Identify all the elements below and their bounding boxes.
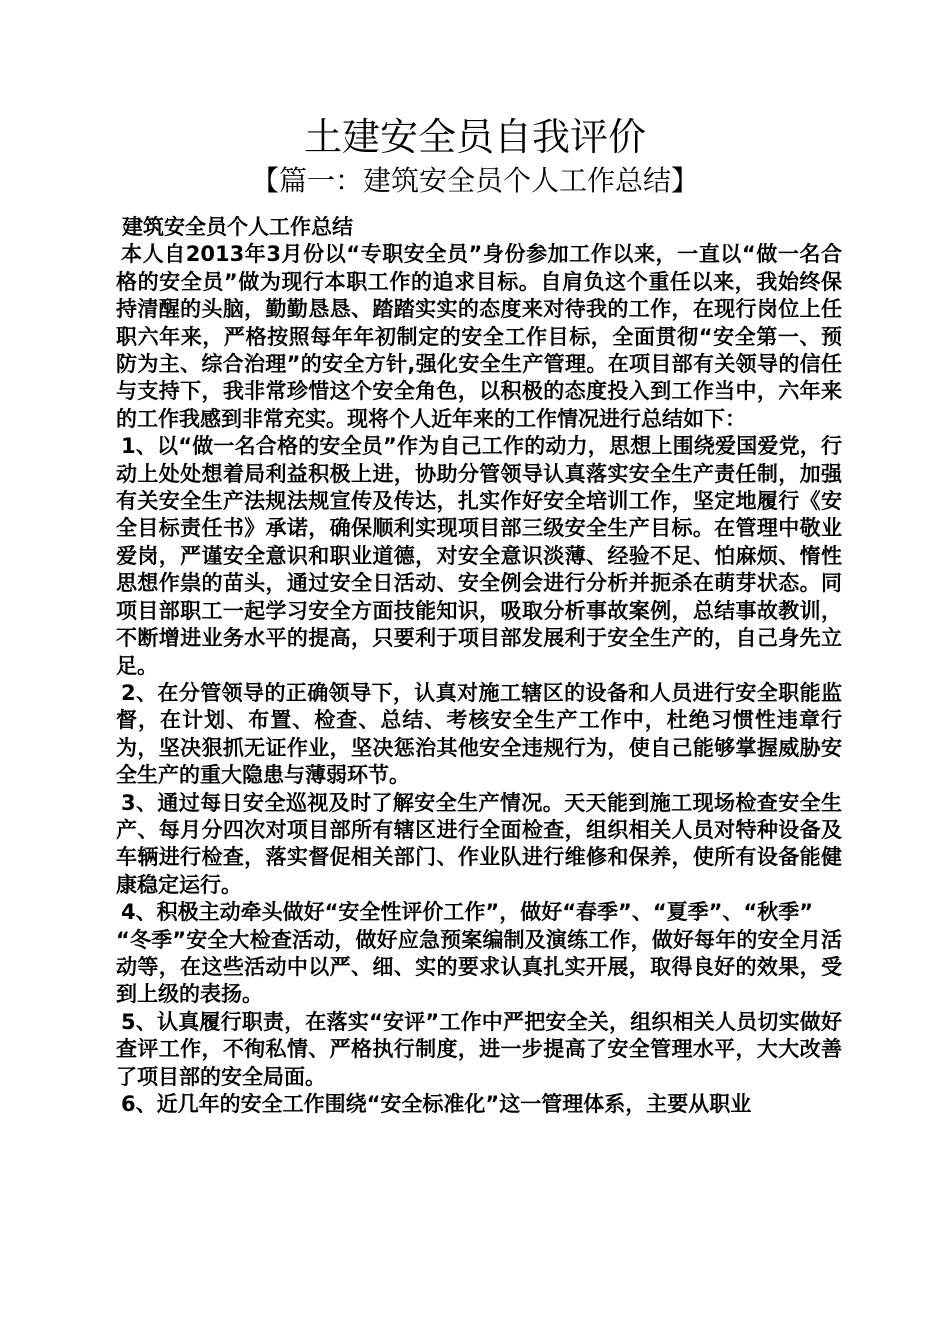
document-title: 土建安全员自我评价 (303, 115, 646, 159)
document-subtitle: 【篇一：建筑安全员个人工作总结】 (250, 164, 699, 197)
paragraph-item-4: 4、积极主动牵头做好“安全性评价工作”，做好“春季”、“夏季”、“秋季” (121, 900, 814, 925)
paragraph-item-2: 2、在分管领导的正确领导下，认真对施工辖区的设备和人员进行安全职能监督，在计划、布置、检查、总结、考核安全生产工作中，杜绝习惯性违章行为，坚决狠抓无证作业，坚决惩治其他安全违规行为，使自己能够掌握威胁安全生产的重大隐患与薄弱环节。 (116, 680, 842, 788)
section-heading: 建筑安全员个人工作总结 (122, 215, 353, 239)
paragraph-item-1: 1、以“做一名合格的安全员”作为自己工作的动力，思想上围绕爱国爱党，行动上处处想着局利益积极上进，协助分管领导认真落实安全生产责任制，加强有关安全生产法规法规宣传及传达，扎实作好安全培训工作，坚定地履行《安全目标责任书》承诺，确保顺利实现项目部三级安全生产目标。在管理中敬业爱岗，严谨安全意识和职业道德，对安全意识淡薄、经验不足、怕麻烦、惰性思想作祟的苗头，通过安全日活动、安全例会进行分析并扼杀在萌芽状态。同项目部职工一起学习安全方面技能知识，吸取分析事故案例，总结事故教训，不断增进业务水平的提高，只要利于项目部发展利于安全生产的，自己身先立足。 (116, 434, 842, 678)
document-body (116, 214, 842, 1118)
paragraph-item-6: 6、近几年的安全工作围绕“安全标准化”这一管理体系，主要从职业 (121, 1092, 752, 1116)
paragraph-item-4-continued: “冬季”安全大检查活动，做好应急预案编制及演练工作，做好每年的安全月活动等，在这些活动中以严、细、实的要求认真扎实开展，取得良好的效果，受到上级的表扬。 (116, 927, 842, 1007)
paragraph-item-5: 5、认真履行职责，在落实“安评”工作中严把安全关，组织相关人员切实做好查评工作，不徇私情、严格执行制度，进一步提高了安全管理水平，大大改善了项目部的安全局面。 (116, 1009, 842, 1089)
paragraph-intro: 本人自2013年3月份以“专职安全员”身份参加工作以来，一直以“做一名合格的安全员”做为现行本职工作的追求目标。自肩负这个重任以来，我始终保持清醒的头脑，勤勤恳恳、踏踏实实的态度来对待我的工作，在现行岗位上任职六年来，严格按照每年年初制定的安全工作目标，全面贯彻“安全第一、预防为主、综合治理”的安全方针,强化安全生产管理。在项目部有关领导的信任与支持下，我非常珍惜这个安全角色，以积极的态度投入到工作当中，六年来的工作我感到非常充实。现将个人近年来的工作情况进行总结如下： (116, 242, 842, 431)
paragraph-item-3: 3、通过每日安全巡视及时了解安全生产情况。天天能到施工现场检查安全生产、每月分四次对项目部所有辖区进行全面检查，组织相关人员对特种设备及车辆进行检查，落实督促相关部门、作业队进行维修和保养，使所有设备能健康稳定运行。 (116, 790, 842, 897)
